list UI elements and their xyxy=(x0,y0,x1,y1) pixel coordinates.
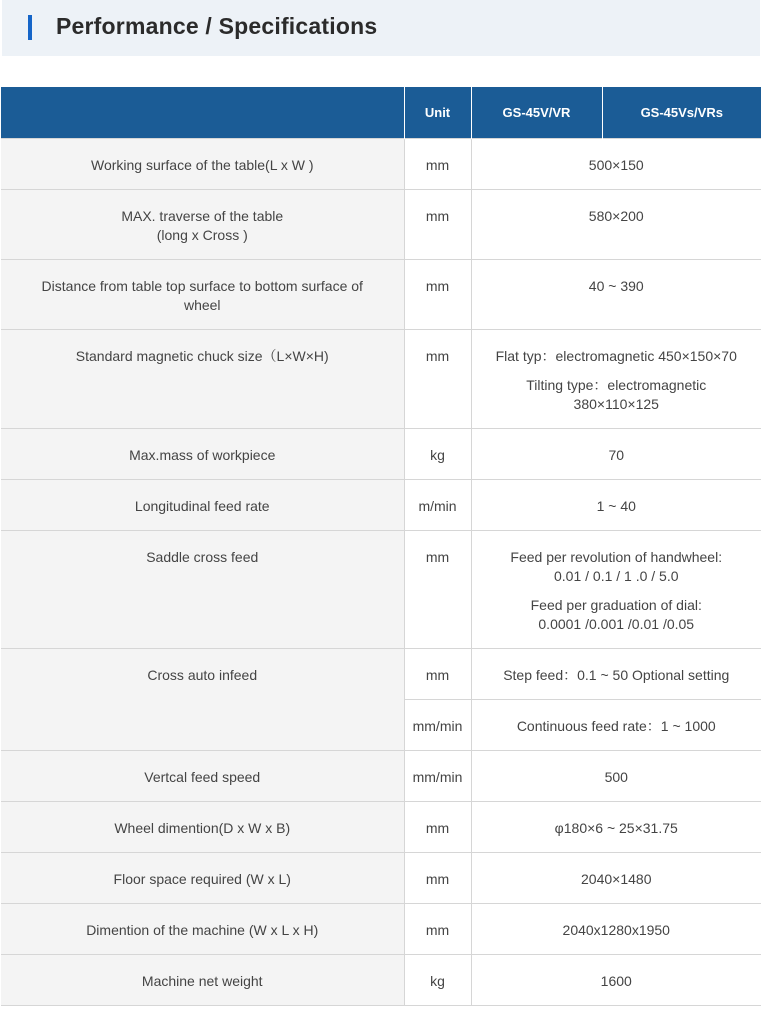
spec-unit: mm xyxy=(404,190,471,260)
spec-value-line: Feed per revolution of handwheel: xyxy=(510,549,723,565)
spec-item: Max.mass of workpiece xyxy=(1,429,404,480)
table-row xyxy=(1,751,761,802)
spec-value: 40 ~ 390 xyxy=(471,260,761,330)
spec-item: Standard magnetic chuck size（L×W×H) xyxy=(1,330,404,429)
spec-item: Saddle cross feed xyxy=(1,531,404,649)
spec-value: 1600 xyxy=(471,955,761,1006)
spec-unit: mm xyxy=(404,853,471,904)
table-row xyxy=(1,802,761,853)
spec-item-line: wheel xyxy=(183,297,221,313)
table-row xyxy=(1,190,761,260)
spec-value-line: Flat typ：electromagnetic 450×150×70 xyxy=(495,348,737,364)
spec-value: Continuous feed rate：1 ~ 1000 xyxy=(471,700,761,751)
spec-value: 580×200 xyxy=(471,190,761,260)
header-model-gs-45v-vr: GS-45V/VR xyxy=(471,87,602,139)
table-row xyxy=(1,429,761,480)
spec-item: Vertcal feed speed xyxy=(1,751,404,802)
spec-unit: kg xyxy=(404,955,471,1006)
table-row xyxy=(1,904,761,955)
spec-value-line: 0.01 / 0.1 / 1 .0 / 5.0 xyxy=(553,568,679,584)
spec-value: 2040×1480 xyxy=(471,853,761,904)
spec-item: Wheel dimention(D x W x B) xyxy=(1,802,404,853)
spec-item: Cross auto infeed xyxy=(1,649,404,751)
header-item xyxy=(1,87,404,139)
table-row xyxy=(1,139,761,190)
spec-item: Machine net weight xyxy=(1,955,404,1006)
table-header-row xyxy=(1,87,761,139)
spec-item: Floor space required (W x L) xyxy=(1,853,404,904)
table-row xyxy=(1,853,761,904)
spec-item: Working surface of the table(L x W ) xyxy=(1,139,404,190)
spec-value-line: Tilting type：electromagnetic xyxy=(526,377,707,393)
page-title: Performance / Specifications xyxy=(56,13,378,39)
spec-unit: kg xyxy=(404,429,471,480)
table-row xyxy=(1,531,761,649)
spec-unit: mm/min xyxy=(404,700,471,751)
spec-value: 70 xyxy=(471,429,761,480)
spec-value: 1 ~ 40 xyxy=(471,480,761,531)
table-row xyxy=(1,330,761,429)
table-row xyxy=(1,260,761,330)
header-unit: Unit xyxy=(404,87,471,139)
spec-item: Longitudinal feed rate xyxy=(1,480,404,531)
spec-value-line: 0.0001 /0.001 /0.01 /0.05 xyxy=(538,616,695,632)
spec-value: 2040x1280x1950 xyxy=(471,904,761,955)
spec-unit: mm xyxy=(404,139,471,190)
spec-value xyxy=(471,330,761,429)
spec-item: Dimention of the machine (W x L x H) xyxy=(1,904,404,955)
spec-item-line: MAX. traverse of the table xyxy=(121,208,284,224)
spec-item-line: (long x Cross ) xyxy=(156,227,248,243)
table-row xyxy=(1,955,761,1006)
spec-value: φ180×6 ~ 25×31.75 xyxy=(471,802,761,853)
table-row xyxy=(1,480,761,531)
spec-item xyxy=(1,190,404,260)
spec-unit: mm/min xyxy=(404,751,471,802)
spec-unit: mm xyxy=(404,904,471,955)
header-model-gs-45vs-vrs: GS-45Vs/VRs xyxy=(602,87,761,139)
spec-value-line: 380×110×125 xyxy=(573,396,659,412)
spec-unit: mm xyxy=(404,330,471,429)
specifications-table xyxy=(1,87,761,1006)
page-header xyxy=(2,0,760,56)
spec-value-line: Feed per graduation of dial: xyxy=(530,597,702,613)
table-row xyxy=(1,649,761,700)
title-accent-bar xyxy=(28,15,32,40)
spec-unit: mm xyxy=(404,531,471,649)
spec-value xyxy=(471,531,761,649)
spec-item xyxy=(1,260,404,330)
spec-value: 500×150 xyxy=(471,139,761,190)
spec-unit: m/min xyxy=(404,480,471,531)
spec-item-line: Distance from table top surface to bottom surface of xyxy=(41,278,363,294)
spec-unit: mm xyxy=(404,802,471,853)
spec-unit: mm xyxy=(404,260,471,330)
spec-value: Step feed：0.1 ~ 50 Optional setting xyxy=(471,649,761,700)
spec-value: 500 xyxy=(471,751,761,802)
spec-unit: mm xyxy=(404,649,471,700)
